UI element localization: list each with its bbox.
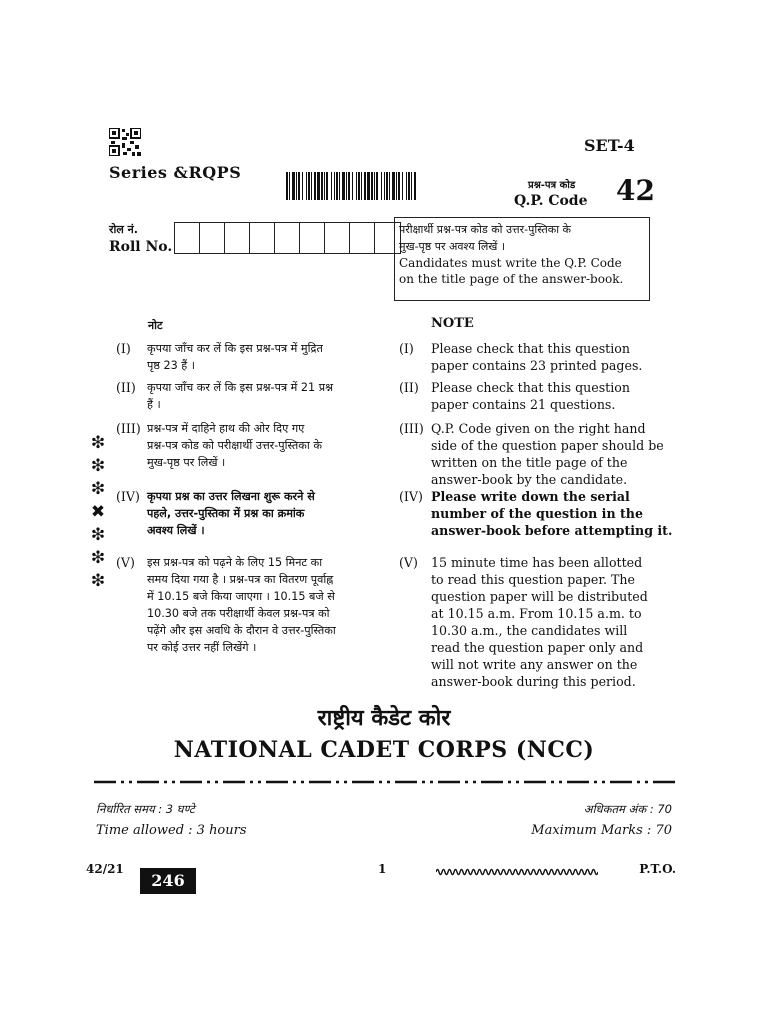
- maximum-marks-hindi: अधिकतम अंक : 70: [583, 802, 672, 816]
- english-instruction-item-line: at 10.15 a.m. From 10.15 a.m. to: [431, 606, 642, 621]
- barcode-bar: [292, 172, 295, 200]
- hindi-instruction-item-line: पढ़ेंगे और इस अवधि के दौरान वे उत्तर-पुस्तिका: [147, 624, 336, 637]
- english-instruction-item-line: written on the title page of the: [431, 455, 628, 470]
- note-title-english: NOTE: [431, 316, 474, 331]
- wavy-line-path: [436, 870, 598, 875]
- roll-label-hindi: रोल नं.: [109, 223, 138, 236]
- time-allowed-hindi: निर्धारित समय : 3 घण्टे: [96, 802, 195, 816]
- qp-code-number: 42: [616, 174, 655, 207]
- barcode-bar: [324, 172, 325, 200]
- dash-dot-divider: [94, 779, 678, 785]
- roll-digit-box[interactable]: [250, 223, 275, 253]
- roll-digit-box[interactable]: [175, 223, 200, 253]
- english-instruction-item-number: (V): [399, 555, 418, 570]
- side-mark-icon: ❇: [90, 479, 106, 499]
- english-instruction-item-number: (II): [399, 380, 419, 395]
- pto-label: P.T.O.: [639, 862, 676, 876]
- english-instruction-item-line: Please check that this question: [431, 380, 630, 395]
- barcode-bar: [392, 172, 395, 200]
- barcode-bar: [306, 172, 307, 200]
- barcode-bar: [386, 172, 388, 200]
- hindi-instruction-item-line: पृष्ठ 23 हैं ।: [147, 359, 196, 372]
- roll-label: Roll No.: [109, 239, 173, 255]
- side-mark-icon: ❇: [90, 571, 106, 591]
- roll-digit-box[interactable]: [350, 223, 375, 253]
- set-number: SET-4: [584, 136, 635, 155]
- qr-code-icon: [109, 128, 141, 156]
- subject-title-hindi: राष्ट्रीय कैडेट कोर: [317, 706, 451, 731]
- wavy-line-icon: [436, 866, 598, 878]
- side-mark-icon: ❇: [90, 548, 106, 568]
- barcode-bar: [346, 172, 347, 200]
- hindi-instruction-item-line: कृपया जाँच कर लें कि इस प्रश्न-पत्र में 21 प्रश्न: [147, 381, 333, 394]
- english-instruction-item-line: answer-book during this period.: [431, 674, 636, 689]
- english-instruction-item-line: Q.P. Code given on the right hand: [431, 421, 646, 436]
- side-marks: [88, 432, 108, 593]
- english-instruction-item-line: number of the question in the: [431, 506, 643, 521]
- barcode-bar: [396, 172, 397, 200]
- series-label: Series &RQPS: [109, 163, 242, 182]
- barcode-bar: [326, 172, 328, 200]
- candidate-note-english-line: on the title page of the answer-book.: [399, 272, 624, 286]
- page-number: 1: [378, 862, 387, 876]
- barcode-bar: [352, 172, 353, 200]
- qp-code-label-hindi: प्रश्न-पत्र कोड: [528, 180, 576, 191]
- english-instruction-item-line: read the question paper only and: [431, 640, 644, 655]
- subject-title-english: NATIONAL CADET CORPS (NCC): [173, 737, 595, 763]
- barcode-bar: [398, 172, 400, 200]
- qp-code-label: Q.P. Code: [514, 193, 588, 209]
- barcode-bar: [289, 172, 290, 200]
- side-mark-icon: ✖: [90, 502, 106, 522]
- barcode-bar: [286, 172, 288, 200]
- english-instruction-item-line: answer-book before attempting it.: [431, 523, 673, 538]
- roll-digit-box[interactable]: [275, 223, 300, 253]
- english-instruction-item-line: 15 minute time has been allotted: [431, 555, 643, 570]
- barcode-bar: [356, 172, 357, 200]
- barcode-bar: [364, 172, 366, 200]
- barcode-bar: [361, 172, 362, 200]
- hindi-instruction-item-number: (V): [116, 555, 135, 570]
- note-title-hindi: नोट: [148, 319, 163, 332]
- barcode-bar: [296, 172, 297, 200]
- maximum-marks: Maximum Marks : 70: [531, 823, 672, 838]
- english-instruction-item-line: Please check that this question: [431, 341, 630, 356]
- barcode-bar: [414, 172, 416, 200]
- side-mark-icon: ❇: [90, 433, 106, 453]
- english-instruction-item-number: (IV): [399, 489, 423, 504]
- barcode-bar: [411, 172, 412, 200]
- english-instruction-item-line: answer-book by the candidate.: [431, 472, 628, 487]
- barcode-bar: [336, 172, 338, 200]
- barcode-bar: [342, 172, 345, 200]
- english-instruction-item-line: 10.30 a.m., the candidates will: [431, 623, 628, 638]
- barcode-bar: [308, 172, 310, 200]
- candidate-note-english-line: Candidates must write the Q.P. Code: [399, 256, 622, 270]
- english-instruction-item-line: Please write down the serial: [431, 489, 630, 504]
- barcode-bar: [321, 172, 323, 200]
- hindi-instruction-item-number: (IV): [116, 489, 140, 504]
- barcode-bar: [389, 172, 390, 200]
- candidate-note-hindi-line: परीक्षार्थी प्रश्न-पत्र कोड को उत्तर-पुस्तिका के: [399, 223, 571, 236]
- english-instruction-item-line: paper contains 23 printed pages.: [431, 358, 643, 373]
- english-instruction-item-line: will not write any answer on the: [431, 657, 638, 672]
- barcode-bar: [371, 172, 373, 200]
- barcode-bar: [311, 172, 312, 200]
- barcode-bar: [376, 172, 378, 200]
- hindi-instruction-item-line: हैं ।: [147, 398, 161, 411]
- barcode-bar: [302, 172, 303, 200]
- barcode-bar: [331, 172, 332, 200]
- barcode-bar: [406, 172, 407, 200]
- barcode-bar: [314, 172, 316, 200]
- barcode-bar: [402, 172, 403, 200]
- barcode-bar: [298, 172, 300, 200]
- roll-digit-box[interactable]: [225, 223, 250, 253]
- hindi-instruction-item-line: प्रश्न-पत्र कोड को परीक्षार्थी उत्तर-पुस्तिका के: [147, 439, 322, 452]
- hindi-instruction-item-line: मुख-पृष्ठ पर लिखें ।: [147, 456, 226, 469]
- roll-number-boxes[interactable]: [174, 222, 401, 254]
- english-instruction-item-number: (III): [399, 421, 424, 436]
- hindi-instruction-item-line: में 10.15 बजे किया जाएगा । 10.15 बजे से: [147, 590, 335, 603]
- english-instruction-item-line: side of the question paper should be: [431, 438, 664, 453]
- barcode-bar: [334, 172, 335, 200]
- paper-badge: 246: [140, 868, 196, 894]
- english-instruction-item-line: paper contains 21 questions.: [431, 397, 616, 412]
- barcode-bar: [381, 172, 382, 200]
- barcode-bar: [348, 172, 350, 200]
- hindi-instruction-item-line: समय दिया गया है । प्रश्न-पत्र का वितरण पूर्वाह्न: [147, 573, 334, 586]
- barcode-bar: [384, 172, 385, 200]
- roll-digit-box[interactable]: [300, 223, 325, 253]
- barcode-icon: [286, 172, 418, 200]
- barcode-bar: [317, 172, 320, 200]
- side-mark-icon: ❇: [90, 456, 106, 476]
- hindi-instruction-item-number: (III): [116, 421, 141, 436]
- hindi-instruction-item-line: कृपया जाँच कर लें कि इस प्रश्न-पत्र में मुद्रित: [147, 342, 323, 355]
- paper-code: 42/21: [86, 862, 124, 876]
- barcode-bar: [367, 172, 370, 200]
- hindi-instruction-item-line: पहले, उत्तर-पुस्तिका में प्रश्न का क्रमांक: [147, 507, 305, 520]
- english-instruction-item-line: question paper will be distributed: [431, 589, 648, 604]
- hindi-instruction-item-line: कृपया प्रश्न का उत्तर लिखना शुरू करने से: [147, 490, 315, 503]
- candidate-instruction-box: [394, 217, 650, 301]
- barcode-bar: [374, 172, 375, 200]
- roll-digit-box[interactable]: [200, 223, 225, 253]
- time-allowed: Time allowed : 3 hours: [96, 823, 247, 838]
- hindi-instruction-item-number: (II): [116, 380, 136, 395]
- barcode-bar: [358, 172, 360, 200]
- hindi-instruction-item-number: (I): [116, 341, 131, 356]
- candidate-note-hindi-line: मुख-पृष्ठ पर अवश्य लिखें ।: [399, 240, 506, 253]
- hindi-instruction-item-line: 10.30 बजे तक परीक्षार्थी केवल प्रश्न-पत्र को: [147, 607, 330, 620]
- hindi-instruction-item-line: पर कोई उत्तर नहीं लिखेंगे ।: [147, 641, 257, 654]
- hindi-instruction-item-line: अवश्य लिखें ।: [147, 524, 205, 537]
- hindi-instruction-item-line: प्रश्न-पत्र में दाहिने हाथ की ओर दिए गए: [147, 422, 305, 435]
- english-instruction-item-number: (I): [399, 341, 414, 356]
- side-mark-icon: ❇: [90, 525, 106, 545]
- barcode-bar: [408, 172, 410, 200]
- hindi-instruction-item-line: इस प्रश्न-पत्र को पढ़ने के लिए 15 मिनट का: [147, 556, 323, 569]
- english-instruction-item-line: to read this question paper. The: [431, 572, 635, 587]
- roll-digit-box[interactable]: [325, 223, 350, 253]
- barcode-bar: [339, 172, 340, 200]
